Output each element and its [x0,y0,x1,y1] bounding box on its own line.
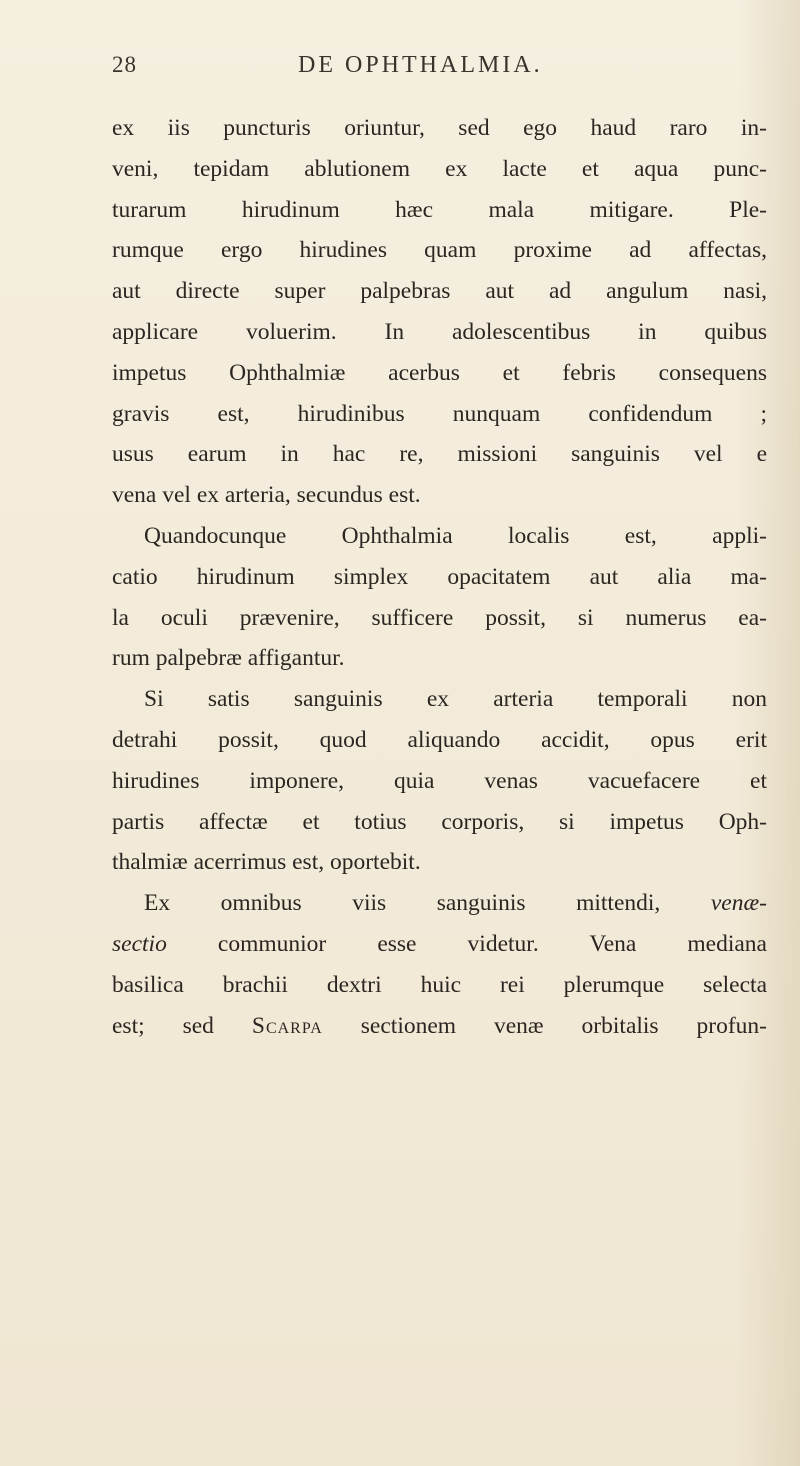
text-line: impetus Ophthalmiæ acerbus et febris consequens [112,359,767,386]
text-line: aut directe super palpebras aut ad angulum nasi, [112,278,767,305]
text-line: Si satis sanguinis ex arteria temporali non [144,686,767,713]
page-header [0,52,800,86]
author-name: Scarpa [251,1012,323,1039]
text-line: la oculi prævenire, sufficere possit, si numerus ea- [112,604,767,631]
text-line [112,1006,767,1047]
text-line: rum palpebræ affigantur. [112,645,345,672]
text-line: detrahi possit, quod aliquando accidit, opus erit [112,726,767,753]
text-run: Ex omnibus viis sanguinis mittendi, [144,890,711,917]
text-line [112,924,767,965]
italic-run: venæ- [710,890,767,917]
text-line [112,883,767,924]
text-line: veni, tepidam ablutionem ex lacte et aqua punc- [112,155,767,182]
text-line: Quandocunque Ophthalmia localis est, appli- [144,522,767,549]
text-line: usus earum in hac re, missioni sanguinis vel e [112,441,767,468]
text-line: hirudines imponere, quia venas vacuefacere et [112,767,767,794]
body-text [112,108,767,1046]
text-line: partis affectæ et totius corporis, si impetus Oph- [112,808,767,835]
text-line: gravis est, hirudinibus nunquam confidendum ; [112,400,767,427]
text-line: basilica brachii dextri huic rei plerumque selecta [112,971,767,998]
text-line: vena vel ex arteria, secundus est. [112,482,421,509]
text-line: rumque ergo hirudines quam proxime ad affectas, [112,237,767,264]
text-run: communior esse videtur. Vena mediana [166,930,767,957]
italic-run: sectio [112,930,167,957]
text-line: catio hirudinum simplex opacitatem aut alia ma- [112,563,767,590]
text-line: ex iis puncturis oriuntur, sed ego haud raro in- [112,115,767,141]
running-title: DE OPHTHALMIA. [298,52,543,78]
page-number: 28 [112,52,137,77]
text-line: thalmiæ acerrimus est, oportebit. [112,849,421,876]
text-line: turarum hirudinum hæc mala mitigare. Ple- [112,196,767,223]
text-run: est; sed [112,1012,252,1039]
text-line: applicare voluerim. In adolescentibus in quibus [112,318,767,345]
text-run: sectionem venæ orbitalis profun- [322,1012,768,1039]
